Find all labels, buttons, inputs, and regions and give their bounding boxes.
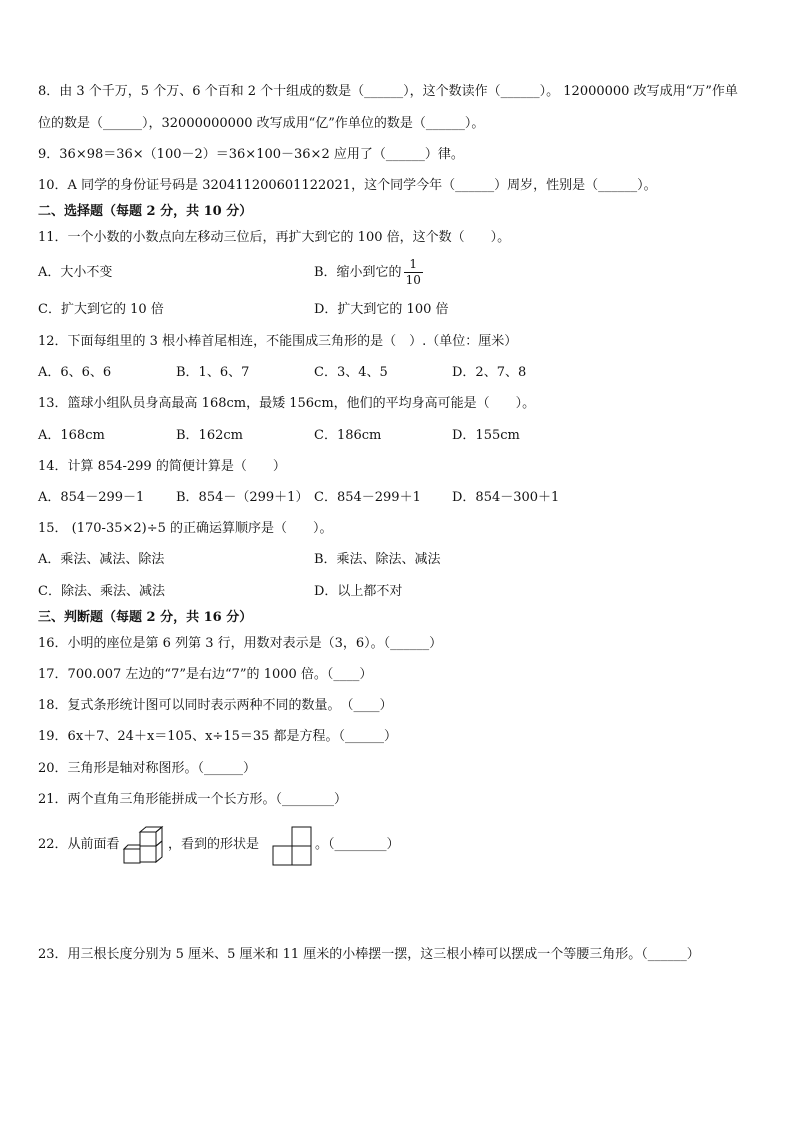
question-11-option-d: D．扩大到它的 100 倍 <box>314 302 449 317</box>
question-12-option-c: C．3、4、5 <box>314 365 388 380</box>
question-10: 10．A 同学的身份证号码是 320411200601122021，这个同学今年（______）周岁，性别是（______）。 <box>38 178 657 193</box>
question-11-option-b-text: B．缩小到它的 <box>314 265 402 280</box>
question-8-line-2: 位的数是（______），32000000000 改写成用“亿”作单位的数是（______）。 <box>38 116 485 131</box>
question-15-option-c: C．除法、乘法、减法 <box>38 584 165 599</box>
question-15-option-a: A．乘法、减法、除法 <box>38 552 165 567</box>
question-22-text-3: 。（________） <box>315 837 400 852</box>
question-11: 11．一个小数的小数点向左移动三位后，再扩大到它的 100 倍，这个数（ ）。 <box>38 230 511 245</box>
question-22-text-2: ，看到的形状是 <box>168 837 260 852</box>
question-14-option-a: A．854－299－1 <box>38 490 145 505</box>
question-12: 12．下面每组里的 3 根小棒首尾相连，不能围成三角形的是（ ）.（单位：厘米） <box>38 334 518 349</box>
question-20: 20．三角形是轴对称图形。（______） <box>38 761 257 776</box>
question-12-option-a: A．6、6、6 <box>38 365 112 380</box>
question-14: 14．计算 854-299 的简便计算是（ ） <box>38 459 286 474</box>
question-15: 15． (170-35×2)÷5 的正确运算顺序是（ ）。 <box>38 521 333 536</box>
question-16: 16．小明的座位是第 6 列第 3 行，用数对表示是（3，6）。（______） <box>38 636 443 651</box>
question-14-option-c: C．854－299＋1 <box>314 490 421 505</box>
front-view-shape-icon <box>271 826 313 866</box>
cube-stack-icon <box>122 824 164 866</box>
question-13-option-c: C．186cm <box>314 428 382 443</box>
question-23: 23．用三根长度分别为 5 厘米、5 厘米和 11 厘米的小棒摆一摆，这三根小棒可以摆成一个等腰三角形。（______） <box>38 947 700 962</box>
question-12-option-d: D．2、7、8 <box>452 365 527 380</box>
question-18: 18．复式条形统计图可以同时表示两种不同的数量。 （____） <box>38 698 393 713</box>
question-13: 13．篮球小组队员身高最高 168cm，最矮 156cm，他们的平均身高可能是（ ）。 <box>38 396 536 411</box>
question-13-option-b: B．162cm <box>176 428 243 443</box>
question-12-option-b: B．1、6、7 <box>176 365 250 380</box>
question-17: 17．700.007 左边的“7”是右边“7”的 1000 倍。（____） <box>38 667 373 682</box>
fraction-denominator: 10 <box>405 273 421 287</box>
question-9: 9．36×98＝36×（100－2）＝36×100－36×2 应用了（______）律。 <box>38 147 464 162</box>
fraction-one-tenth <box>404 257 423 288</box>
question-11-option-a: A．大小不变 <box>38 265 113 280</box>
question-13-option-d: D．155cm <box>452 428 520 443</box>
question-14-option-b: B．854－（299＋1） <box>176 490 309 505</box>
question-21: 21．两个直角三角形能拼成一个长方形。（________） <box>38 792 348 807</box>
question-19: 19．6x＋7、24＋x＝105、x÷15＝35 都是方程。（______） <box>38 729 398 744</box>
question-22-text-1: 22．从前面看 <box>38 837 120 852</box>
question-14-option-d: D．854－300＋1 <box>452 490 560 505</box>
question-11-option-b <box>314 256 423 290</box>
question-15-option-d: D．以上都不对 <box>314 584 403 599</box>
question-11-option-c: C．扩大到它的 10 倍 <box>38 302 164 317</box>
question-15-option-b: B．乘法、除法、减法 <box>314 552 441 567</box>
fraction-numerator: 1 <box>404 257 423 273</box>
section-judgement-heading: 三、判断题（每题 2 分，共 16 分） <box>38 610 253 625</box>
section-choice-heading: 二、选择题（每题 2 分，共 10 分） <box>38 204 253 219</box>
question-8-line-1: 8．由 3 个千万，5 个万、6 个百和 2 个十组成的数是（______），这个数读作（______）。 12000000 改写成用“万”作单 <box>38 84 738 99</box>
question-13-option-a: A．168cm <box>38 428 105 443</box>
